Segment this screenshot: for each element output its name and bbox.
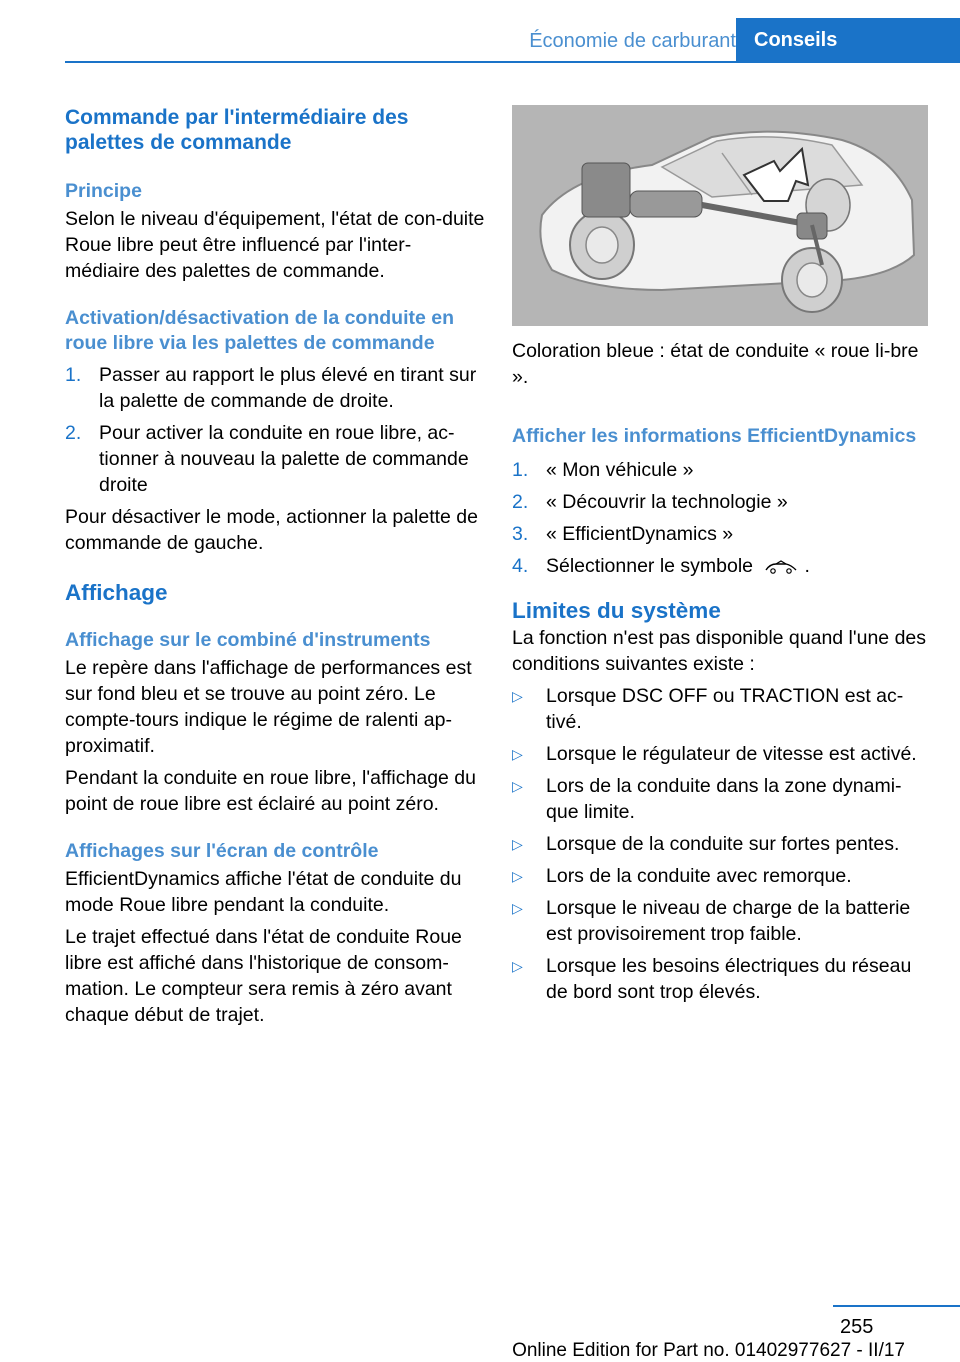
heading-principe: Principe: [65, 180, 142, 202]
step-end: .: [804, 555, 810, 577]
condition-text: Lorsque DSC OFF ou TRACTION est ac‐tivé.: [546, 685, 904, 733]
heading-limites: Limites du système: [512, 598, 721, 623]
list-item: [512, 863, 932, 889]
bullet-triangle-icon: ▷: [512, 778, 523, 794]
text-desactiver: Pour désactiver le mode, actionner la palette de commande de gauche.: [65, 506, 478, 554]
list-item: [65, 362, 485, 414]
text-ecran-1: EfficientDynamics affiche l'état de conduite du mode Roue libre pendant la conduite.: [65, 868, 462, 916]
activation-steps: [65, 362, 485, 498]
bullet-triangle-icon: ▷: [512, 958, 523, 974]
edition-line: Online Edition for Part no. 01402977627 - II/17: [512, 1340, 905, 1361]
header-tab-conseils: [736, 18, 960, 63]
bullet-triangle-icon: ▷: [512, 900, 523, 916]
car-drivetrain-illustration: [512, 105, 928, 326]
list-item: [512, 953, 932, 1005]
page-number: 255: [840, 1316, 874, 1338]
header-section-title: Économie de carburant: [529, 30, 736, 52]
list-item: [65, 420, 485, 498]
condition-text: Lors de la conduite dans la zone dynami‐que limite.: [546, 775, 902, 823]
list-item: [512, 683, 932, 735]
conditions-list: [512, 683, 932, 1005]
left-column: [65, 100, 485, 1028]
text-principe: Selon le niveau d'équipement, l'état de con‐duite Roue libre peut être influencé par l'inter‐médiaire des palettes de commande.: [65, 208, 485, 282]
step-text: Pour activer la conduite en roue libre, ac‐tionner à nouveau la palette de commande droite: [99, 422, 469, 496]
text-combine-1: Le repère dans l'affichage de performances est sur fond bleu et se trouve au point zéro. Le compte-tours indique le régime de ralenti ap‐proximatif.: [65, 657, 472, 757]
condition-text: Lorsque de la conduite sur fortes pentes.: [546, 833, 900, 855]
text-ecran-2: Le trajet effectué dans l'état de conduite Roue libre est affiché dans l'historique de consom‐mation. Le compteur sera remis à zéro avant chaque début de trajet.: [65, 926, 462, 1026]
step-text: « Mon véhicule »: [546, 459, 694, 481]
list-item: [512, 457, 932, 483]
heading-combine: Affichage sur le combiné d'instruments: [65, 629, 431, 651]
figure-caption: Coloration bleue : état de conduite « roue li‐bre ».: [512, 340, 919, 388]
text-limites: La fonction n'est pas disponible quand l'une des conditions suivantes existe :: [512, 627, 927, 675]
bullet-triangle-icon: ▷: [512, 868, 523, 884]
list-item: [512, 553, 932, 579]
step-number: 1.: [65, 364, 82, 386]
step-text: « Découvrir la technologie »: [546, 491, 788, 513]
list-item: [512, 773, 932, 825]
info-steps: [512, 457, 932, 579]
right-column: [512, 105, 932, 1011]
heading-activation: Activation/désactivation de la conduite en roue libre via les palettes de commande: [65, 307, 455, 354]
list-item: [512, 489, 932, 515]
list-item: [512, 741, 932, 767]
car-figure: [512, 105, 928, 326]
list-item: [512, 895, 932, 947]
condition-text: Lors de la conduite avec remorque.: [546, 865, 852, 887]
step-number: 3.: [512, 523, 529, 545]
car-symbol-icon: [764, 559, 798, 575]
step-number: 1.: [512, 459, 529, 481]
list-item: [512, 831, 932, 857]
heading-palettes: Commande par l'intermédiaire des palettes de commande: [65, 106, 409, 154]
step-text: Passer au rapport le plus élevé en tirant sur la palette de commande de droite.: [99, 364, 477, 412]
step-text: « EfficientDynamics »: [546, 523, 734, 545]
condition-text: Lorsque les besoins électriques du réseau de bord sont trop élevés.: [546, 955, 912, 1003]
footer-rule: [833, 1305, 960, 1307]
heading-affichage: Affichage: [65, 580, 168, 605]
step-text: Sélectionner le symbole: [546, 555, 754, 577]
list-item: [512, 521, 932, 547]
bullet-triangle-icon: ▷: [512, 746, 523, 762]
step-number: 2.: [512, 491, 529, 513]
step-number: 4.: [512, 555, 529, 577]
header-tab-label: Conseils: [754, 29, 838, 51]
header-rule: [65, 61, 960, 63]
step-number: 2.: [65, 422, 82, 444]
condition-text: Lorsque le niveau de charge de la batterie est provisoirement trop faible.: [546, 897, 911, 945]
bullet-triangle-icon: ▷: [512, 688, 523, 704]
text-combine-2: Pendant la conduite en roue libre, l'affichage du point de roue libre est éclairé au point zéro.: [65, 767, 476, 815]
heading-infos: Afficher les informations EfficientDynamics: [512, 425, 917, 447]
heading-ecran: Affichages sur l'écran de contrôle: [65, 840, 379, 862]
condition-text: Lorsque le régulateur de vitesse est activé.: [546, 743, 917, 765]
bullet-triangle-icon: ▷: [512, 836, 523, 852]
